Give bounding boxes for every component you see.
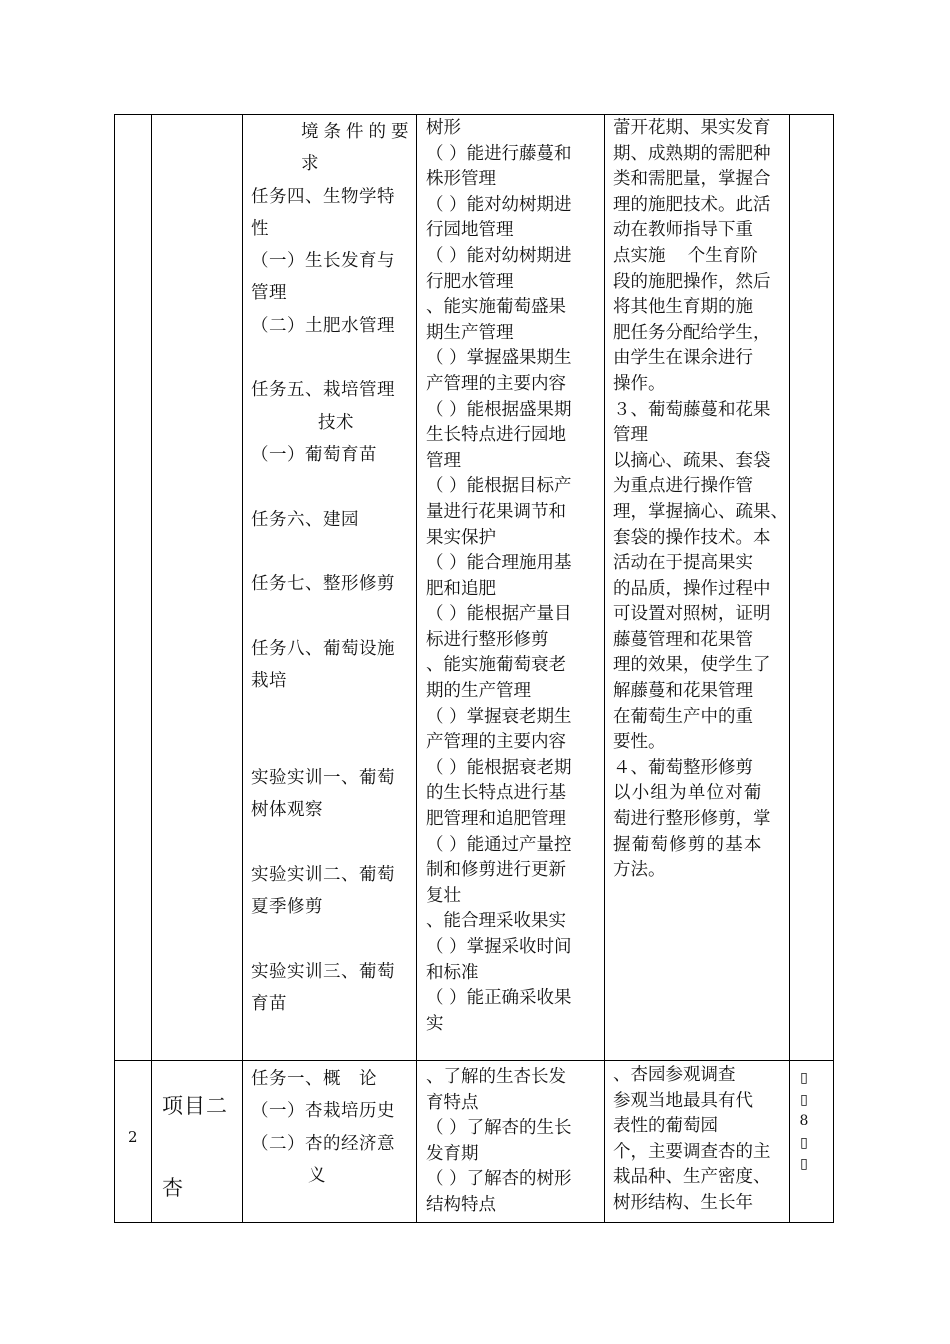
objective-line: 期的生产管理 [426, 681, 531, 702]
activity-line: 以小组为单位对葡 [613, 783, 763, 804]
objective-line: 管理 [426, 450, 461, 471]
activity-line: 操作。 [613, 373, 666, 394]
objective-line: 期生产管理 [426, 322, 514, 343]
activity-line: 要性。 [613, 732, 666, 753]
objective-line: 生长特点进行园地 [426, 425, 566, 446]
task-line: 实验实训三、葡萄 [251, 961, 395, 982]
activities-cell [613, 1063, 787, 1217]
activity-line: 解藤蔓和花果管理 [613, 681, 753, 702]
activity-line: ４、葡萄整形修剪 [613, 757, 753, 778]
task-line: （二）杏的经济意 [251, 1133, 395, 1154]
objective-line: （ ）能进行藤蔓和 [426, 143, 572, 164]
objective-line: 育特点 [426, 1092, 479, 1113]
task-line: 性 [251, 218, 269, 239]
objective-line: 株形管理 [426, 169, 496, 190]
table-col-divider [151, 114, 152, 1223]
table-col-divider [789, 114, 790, 1223]
activity-line: 段的施肥操作，然后 [613, 271, 771, 292]
activity-line: 将其他生育期的施 [613, 297, 753, 318]
activity-line: 栽品种、生产密度、 [613, 1167, 771, 1188]
activity-line: ３、葡萄藤蔓和花果 [613, 399, 771, 420]
spacer [251, 697, 415, 729]
objective-line: 、能实施葡萄衰老 [426, 655, 566, 676]
table-col-divider [242, 114, 243, 1223]
objective-line: 发育期 [426, 1143, 479, 1164]
task-line: 实验实训一、葡萄 [251, 767, 395, 788]
hours-glyph: ▯ [800, 1156, 808, 1172]
activity-line: 点实施 个生育阶 [613, 245, 758, 266]
objective-line: 复壮 [426, 885, 461, 906]
activity-line: 理的施肥技术。此活 [613, 194, 771, 215]
hours-value: 8 [799, 1113, 809, 1129]
objectives-cell [426, 1065, 606, 1219]
activity-line: 蕾开花期、果实发育 [613, 118, 771, 138]
activity-line: 在葡萄生产中的重 [613, 706, 753, 727]
activities-cell [613, 116, 787, 884]
objective-line: 实 [426, 1013, 444, 1034]
objective-line: （ ）掌握盛果期生 [426, 348, 572, 369]
activity-line: 参观当地最具有代 [613, 1090, 753, 1111]
spacer [251, 730, 415, 762]
activity-line: 萄进行整形修剪，掌 [613, 809, 771, 830]
task-line: 管理 [251, 283, 287, 304]
activity-line: 树形结构、生长年 [613, 1192, 753, 1213]
spacer [251, 471, 415, 503]
objective-line: 标进行整形修剪 [426, 629, 549, 650]
task-line: 任务八、葡萄设施 [251, 638, 395, 659]
spacer [251, 342, 415, 374]
activity-line: 活动在于提高果实 [613, 553, 753, 574]
objective-line: 产管理的主要内容 [426, 732, 566, 753]
activity-line: 由学生在课余进行 [613, 348, 753, 369]
objective-line: 结构特点 [426, 1194, 496, 1215]
objective-line: （ ）能对幼树期进 [426, 245, 572, 266]
activity-line: 可设置对照树，证明 [613, 604, 771, 625]
activity-line: 藤蔓管理和花果管 [613, 629, 753, 650]
activity-line: 表性的葡萄园 [613, 1116, 718, 1137]
objective-line: （ ）能根据产量目 [426, 604, 572, 625]
activity-line: 以摘心、疏果、套袋 [613, 450, 771, 471]
task-line: 树体观察 [251, 800, 323, 821]
task-line: 任务七、整形修剪 [251, 574, 395, 595]
objective-line: （ ）能根据盛果期 [426, 399, 572, 420]
objective-line: （ ）能正确采收果 [426, 988, 572, 1009]
objectives-cell [426, 116, 606, 1037]
row-number: 2 [128, 1128, 138, 1146]
objective-line: 、能实施葡萄盛果 [426, 297, 566, 318]
activity-line: 类和需肥量，掌握合 [613, 169, 771, 190]
objective-line: （ ）能根据目标产 [426, 476, 572, 497]
task-line: 境条件的要 [301, 122, 414, 142]
task-line: 义 [308, 1165, 326, 1186]
table-col-divider [416, 114, 417, 1223]
activity-line: 、杏园参观调查 [613, 1065, 736, 1085]
task-list-cell [251, 116, 415, 1020]
task-line: 夏季修剪 [251, 897, 323, 918]
table-bottom-border [114, 1222, 834, 1223]
spacer [251, 923, 415, 955]
activity-line: 动在教师指导下重 [613, 220, 753, 241]
activity-line: 握葡萄修剪的基本 [613, 834, 763, 855]
spacer [251, 600, 415, 632]
task-line: 栽培 [251, 671, 287, 692]
activity-line: 个，主要调查杏的主 [613, 1141, 771, 1162]
table-left-border [114, 114, 115, 1223]
project-subtitle: 杏 [162, 1176, 184, 1200]
table-top-border [114, 114, 834, 115]
objective-line: （ ）能根据衰老期 [426, 757, 572, 778]
activity-line: 方法。 [613, 860, 666, 881]
objective-line: 肥管理和追肥管理 [426, 809, 566, 830]
spacer [251, 536, 415, 568]
objective-line: 行园地管理 [426, 220, 514, 241]
spacer [251, 827, 415, 859]
objective-line: 和标准 [426, 962, 479, 983]
activity-line: 管理 [613, 425, 648, 446]
task-line: 任务六、建园 [251, 509, 359, 530]
task-line: （一）生长发育与 [251, 251, 395, 272]
task-line: 育苗 [251, 994, 287, 1015]
activity-line: 套袋的操作技术。本 [613, 527, 771, 548]
objective-line: （ ）能对幼树期进 [426, 194, 572, 215]
task-line: （一）杏栽培历史 [251, 1101, 395, 1122]
task-line: 任务四、生物学特 [251, 186, 395, 207]
task-line: 任务五、栽培管理 [251, 380, 395, 401]
objective-line: （ ）能合理施用基 [426, 553, 572, 574]
task-line: （二）土肥水管理 [251, 315, 395, 336]
objective-line: 、了解的生杏长发 [426, 1067, 566, 1087]
objective-line: 制和修剪进行更新 [426, 860, 566, 881]
activity-line: 理的效果，使学生了 [613, 655, 771, 676]
task-line: （一）葡萄育苗 [251, 444, 377, 465]
objective-line: （ ）掌握衰老期生 [426, 706, 572, 727]
activity-line: 肥任务分配给学生， [613, 322, 771, 343]
task-line: 求 [301, 154, 324, 175]
objective-line: 产管理的主要内容 [426, 373, 566, 394]
hours-cell [797, 1068, 811, 1176]
objective-line: 的生长特点进行基 [426, 783, 566, 804]
objective-line: （ ）了解杏的生长 [426, 1118, 572, 1139]
table-row-divider [114, 1060, 834, 1061]
objective-line: （ ）能通过产量控 [426, 834, 572, 855]
hours-glyph: ▯ [800, 1134, 808, 1151]
objective-line: 量进行花果调节和 [426, 501, 566, 522]
objective-line: 果实保护 [426, 527, 496, 548]
objective-line: （ ）掌握采收时间 [426, 937, 572, 957]
activity-line: 期、成熟期的需肥种 [613, 143, 771, 164]
task-line: 技术 [318, 412, 354, 433]
activity-line: 理，掌握摘心、疏果、 [613, 501, 788, 522]
objective-line: （ ）了解杏的树形 [426, 1169, 572, 1190]
task-list-cell [251, 1063, 415, 1192]
task-line: 实验实训二、葡萄 [251, 864, 395, 885]
project-title: 项目二 [162, 1094, 228, 1118]
objective-line: 、能合理采收果实 [426, 911, 566, 932]
objective-line: 树形 [426, 118, 461, 138]
task-line: 任务一、概 论 [251, 1069, 377, 1089]
objective-line: 肥和追肥 [426, 578, 496, 599]
objective-line: 行肥水管理 [426, 271, 514, 292]
hours-glyph: ▯ [800, 1091, 808, 1108]
hours-glyph: ▯ [800, 1070, 808, 1086]
table-right-border [833, 114, 834, 1223]
activity-line: 的品质，操作过程中 [613, 578, 771, 599]
activity-line: 为重点进行操作管 [613, 476, 753, 497]
